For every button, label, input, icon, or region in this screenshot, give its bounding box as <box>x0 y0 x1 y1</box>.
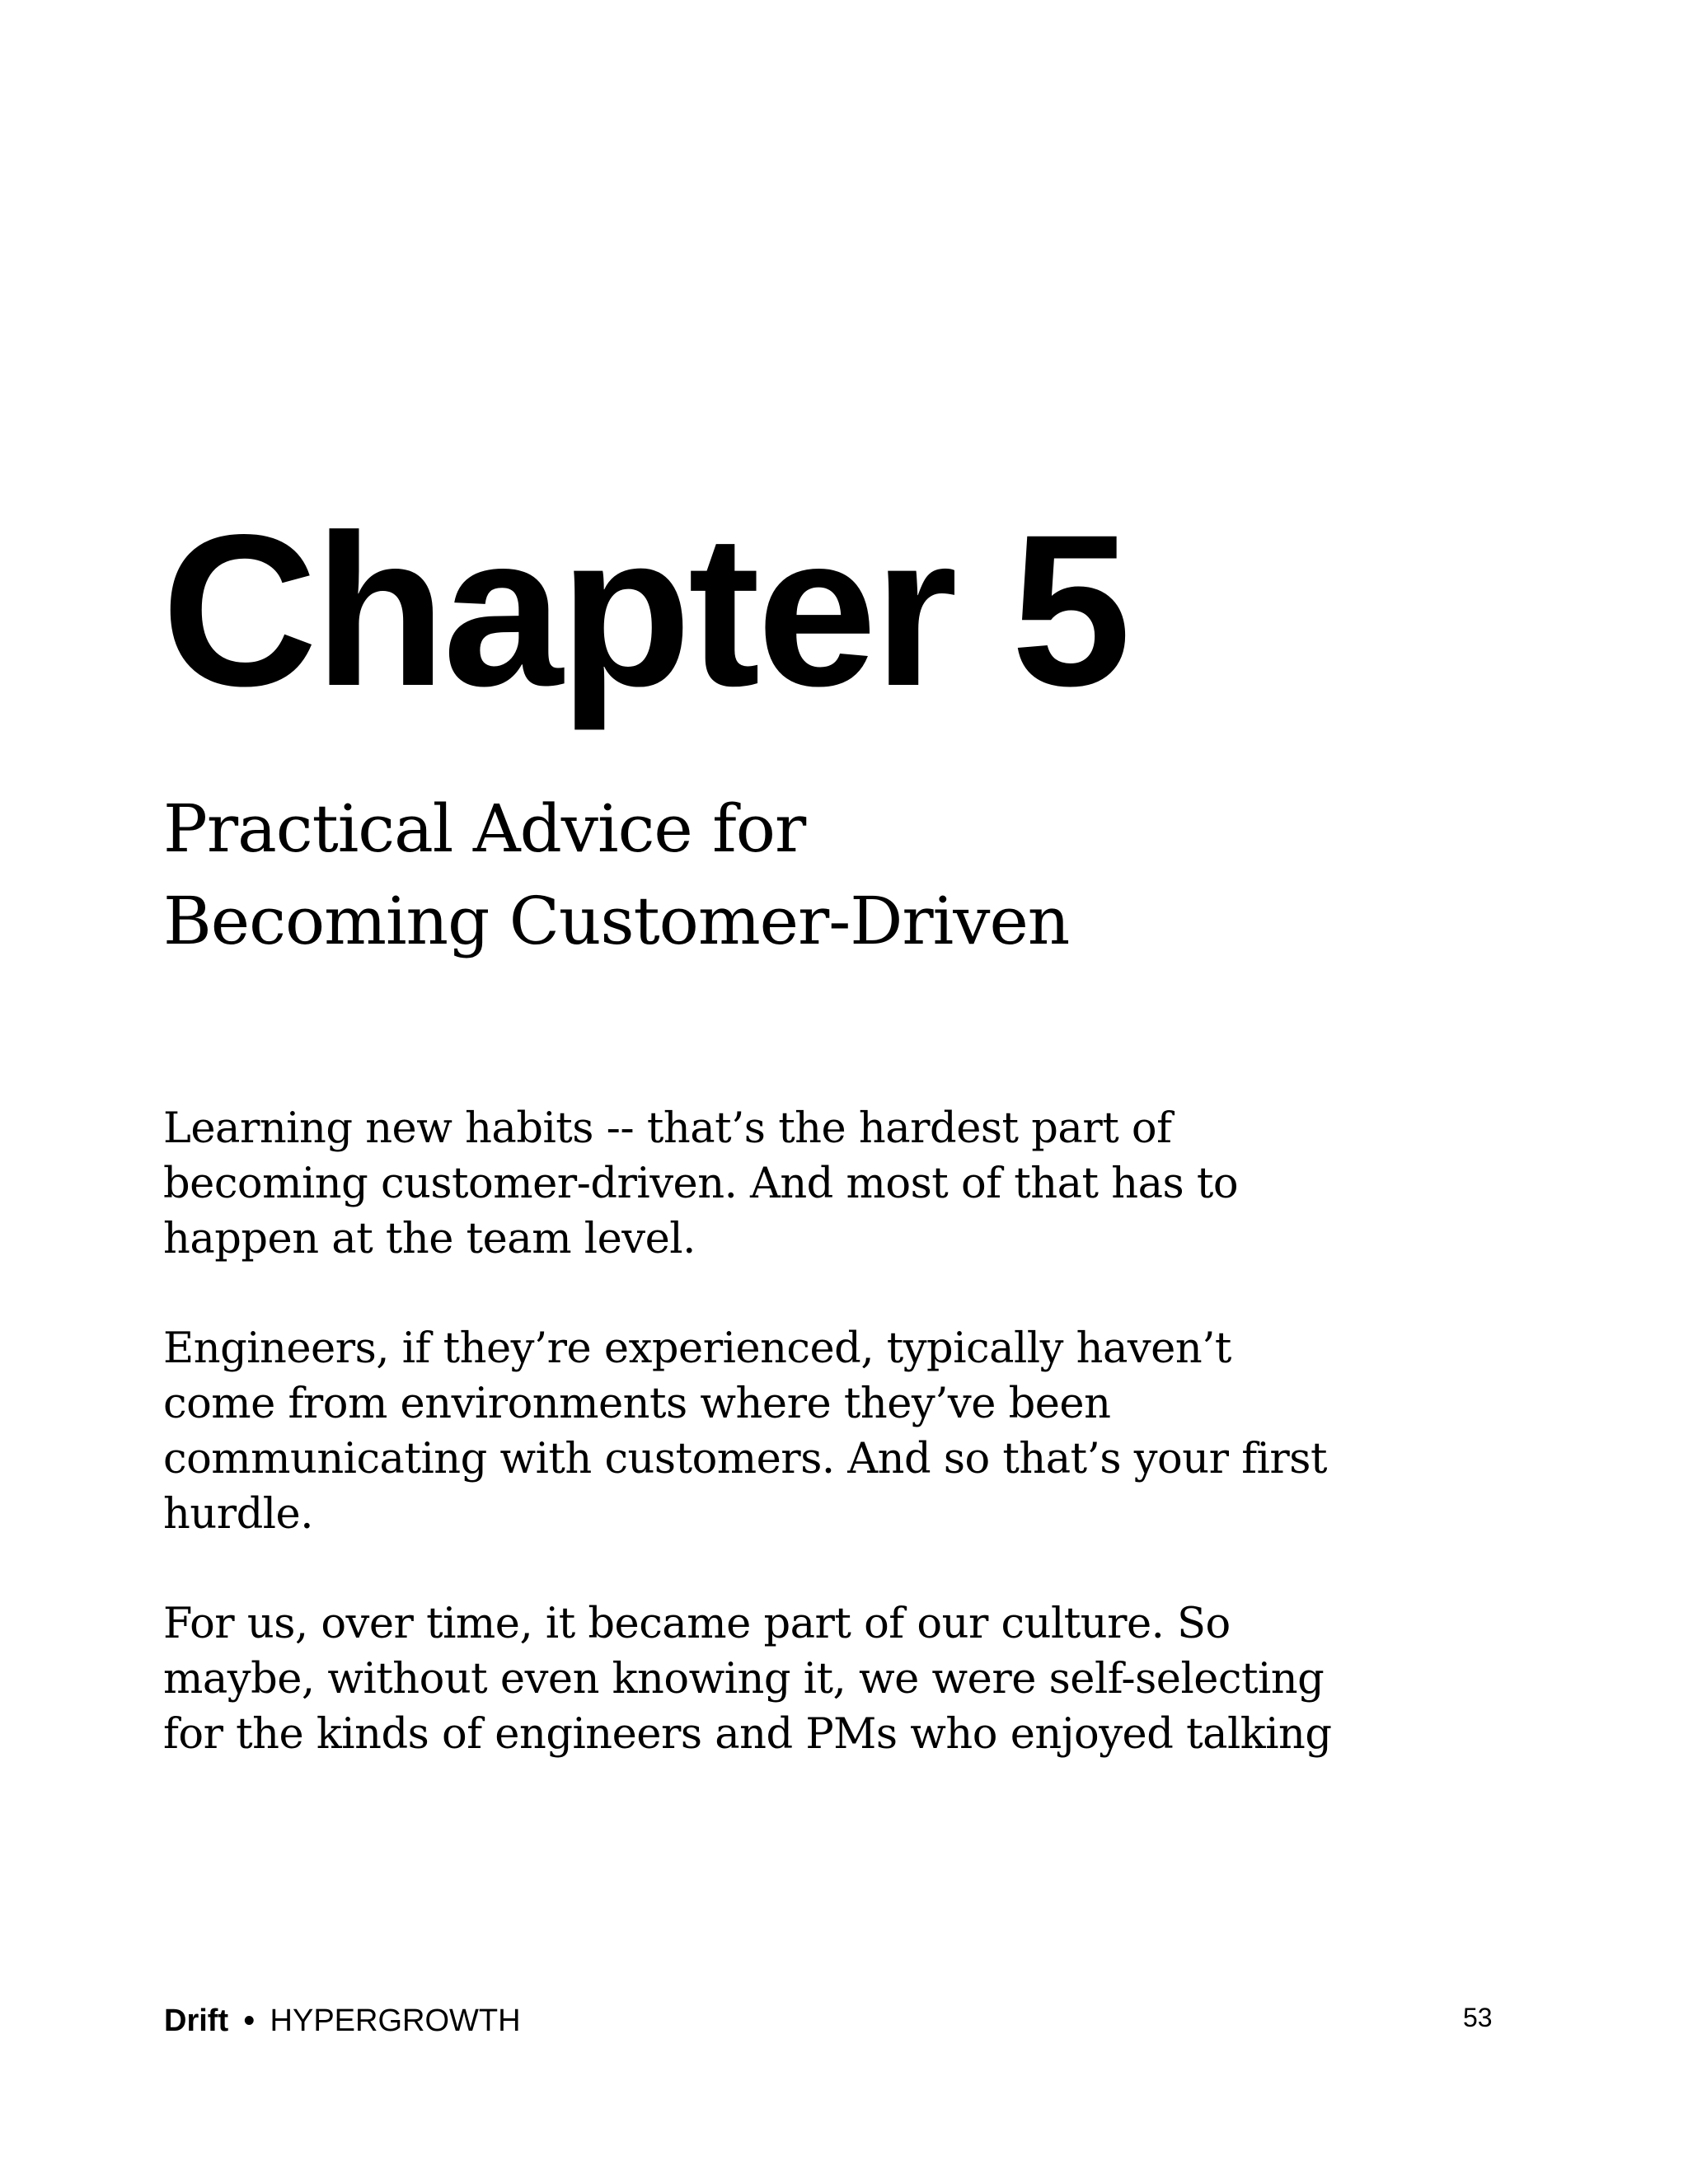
text-line: communicating with customers. And so that’s your first <box>163 1435 1327 1483</box>
subtitle-line: Practical Advice for <box>163 790 806 867</box>
chapter-subtitle <box>163 783 1069 968</box>
paragraph <box>163 1596 1334 1762</box>
text-line: hurdle. <box>163 1490 313 1539</box>
text-line: For us, over time, it became part of our culture. So <box>163 1600 1231 1648</box>
text-line: maybe, without even knowing it, we were self-selecting <box>163 1655 1325 1704</box>
footer-publication <box>164 2003 521 2039</box>
body-text <box>163 1101 1334 1816</box>
paragraph <box>163 1101 1334 1267</box>
footer-brand: Drift <box>164 2004 229 2038</box>
text-line: for the kinds of engineers and PMs who enjoyed talking <box>163 1710 1332 1759</box>
footer-publication-title: HYPERGROWTH <box>270 2004 521 2038</box>
text-line: Engineers, if they’re experienced, typically haven’t <box>163 1324 1231 1373</box>
text-line: happen at the team level. <box>163 1215 696 1263</box>
paragraph <box>163 1321 1334 1542</box>
subtitle-line: Becoming Customer-Driven <box>163 883 1070 959</box>
text-line: Learning new habits -- that’s the hardest part of <box>163 1104 1172 1153</box>
text-line: becoming customer-driven. And most of that has to <box>163 1160 1239 1208</box>
page-number: 53 <box>1463 2003 1493 2032</box>
text-line: come from environments where they’ve been <box>163 1380 1111 1428</box>
footer-bullet: • <box>243 2004 255 2038</box>
chapter-title: Chapter 5 <box>162 490 1128 731</box>
